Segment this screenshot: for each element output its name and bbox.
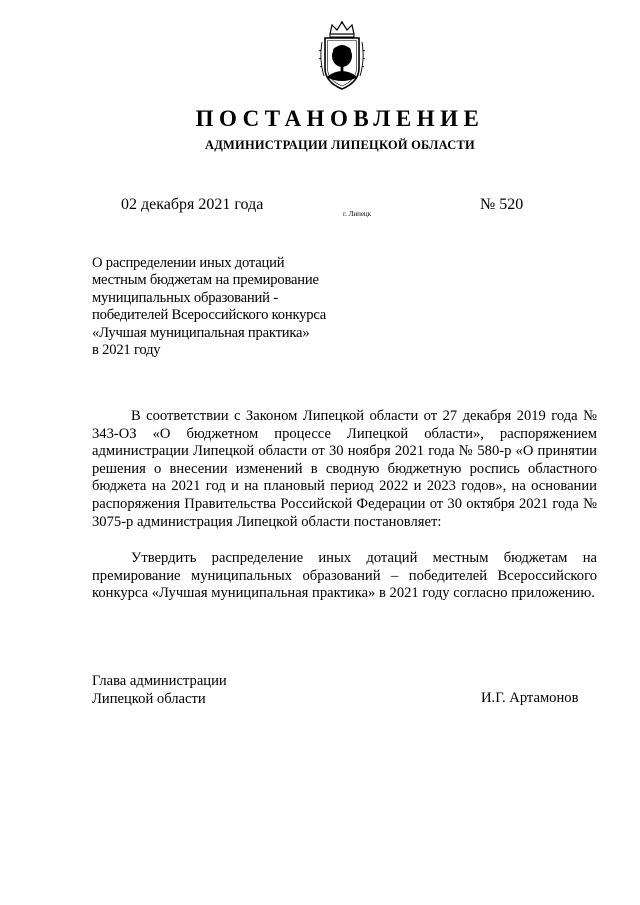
heading-line: в 2021 году [92, 342, 161, 359]
document-title: ПОСТАНОВЛЕНИЕ [195, 106, 485, 131]
body-paragraph-preamble: В соответствии с Законом Липецкой области от 27 декабря 2019 года № 343-ОЗ «О бюджетном процессе Липецкой области», распоряжением администрации Липецкой области от 30 ноября 2021 года № 580-р «О принятии решения о внесении изменений в сводную бюджетную роспись областного бюджета на 2021 год и на плановый период 2022 и 2023 годов», на основании распоряжения Правительства Российской Федерации от 30 октября 2021 года № 3075-р администрация Липецкой области постановляет: [92, 408, 597, 530]
document-heading [92, 255, 372, 359]
signatory-position-line: Глава администрации [92, 673, 227, 689]
issuing-authority: АДМИНИСТРАЦИИ ЛИПЕЦКОЙ ОБЛАСТИ [205, 138, 475, 152]
document-number: № 520 [480, 196, 524, 213]
signatory-name: И.Г. Артамонов [481, 690, 579, 706]
signatory-position-line: Липецкой области [92, 691, 206, 707]
heading-line: муниципальных образований - [92, 289, 278, 306]
document-place: г. Липецк [343, 210, 372, 218]
signatory-position [92, 672, 227, 708]
document-date: 02 декабря 2021 года [121, 196, 264, 213]
heading-line: О распределении иных дотаций [92, 255, 285, 271]
lipetsk-coat-of-arms-icon [316, 20, 368, 92]
heading-line: местным бюджетам на премирование [92, 272, 319, 289]
heading-line: «Лучшая муниципальная практика» [92, 324, 310, 341]
body-paragraph-resolution: Утвердить распределение иных дотаций местным бюджетам на премирование муниципальных образований – победителей Всероссийского конкурса «Лучшая муниципальная практика» в 2021 году согласно приложению. [92, 550, 597, 602]
heading-line: победителей Всероссийского конкурса [92, 307, 327, 324]
